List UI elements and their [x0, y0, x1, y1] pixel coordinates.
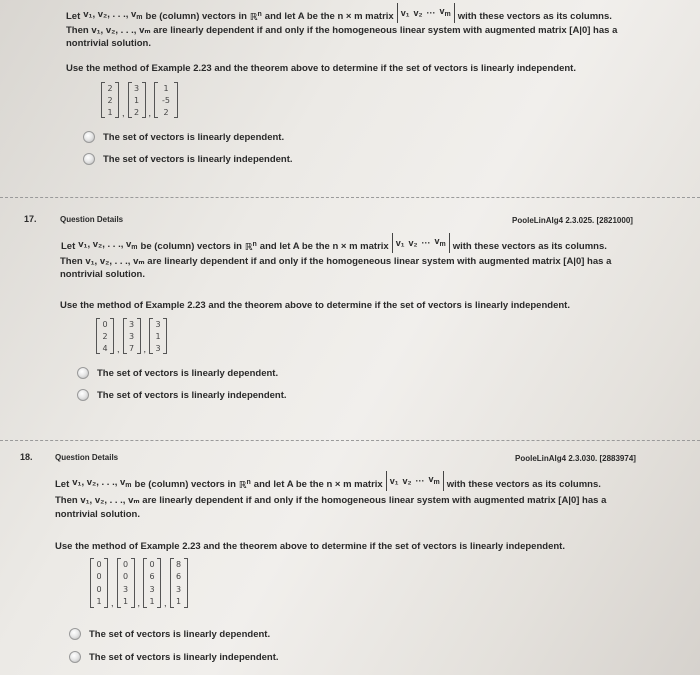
q17-v1-e2: 2 — [102, 331, 108, 341]
q16-v3-e2: -5 — [162, 95, 171, 105]
q18-vector-2 — [117, 558, 135, 608]
q16-line3: nontrivial solution. — [66, 38, 151, 49]
q18-v1-e4: 1 — [96, 597, 102, 607]
q16-aug-m: m — [444, 11, 451, 18]
q16-n: n — [257, 10, 262, 18]
q16-vector-1 — [101, 82, 119, 118]
q18-source: PooleLinAlg4 2.3.030. [2883974] — [515, 454, 636, 463]
q18-n: n — [246, 478, 251, 486]
q18-vector-4 — [170, 558, 188, 608]
q16-v1-e1: 2 — [107, 83, 113, 93]
q17-option-independent-label: The set of vectors is linearly independent. — [97, 389, 287, 401]
q16-v1-e3: 1 — [107, 107, 113, 117]
q16-R: ℝ — [249, 12, 258, 24]
q18-v4-e3: 3 — [176, 584, 182, 594]
q17-radio-independent[interactable] — [77, 389, 89, 401]
q17-n: n — [252, 240, 257, 248]
q17-v1-e3: 4 — [102, 343, 108, 353]
q16-radio-dependent[interactable] — [83, 131, 95, 143]
q18-intro-line1 — [55, 474, 601, 494]
q18-option-dependent[interactable] — [69, 628, 270, 640]
q18-option-dependent-label: The set of vectors is linearly dependent. — [89, 628, 271, 640]
q16-aug-v1: v₁ — [400, 7, 410, 18]
q18-m: m — [125, 482, 132, 489]
q16-aug-dots: ··· — [426, 7, 436, 18]
q17-aug-matrix — [392, 233, 450, 253]
q16-line2: Then v₁, v₂, . . ., vₘ are linearly dependent if and only if the homogeneous linear system with augmented matrix [A|0] has a — [66, 25, 618, 36]
q18-aug-dots: ··· — [415, 475, 425, 486]
q18-v2-e3: 3 — [122, 584, 129, 594]
q17-tail: and let A be the n × m matrix — [259, 240, 389, 252]
q17-aug-m: m — [439, 241, 446, 248]
q17-v3-e3: 3 — [155, 343, 161, 353]
q16-tail: and let A be the n × m matrix — [264, 10, 394, 22]
q17-line3: nontrivial solution. — [60, 269, 145, 280]
q16-option-dependent[interactable] — [83, 131, 284, 143]
q17-v2-e1: 3 — [128, 319, 135, 329]
q16-vecs: v₁, v₂, . . ., v — [83, 9, 137, 20]
q18-aug-vm: v — [428, 474, 434, 484]
q18-v1-e3: 0 — [96, 584, 102, 594]
q18-aug-matrix — [386, 471, 444, 491]
q16-aug-vm: v — [439, 6, 445, 16]
q18-v3-e2: 6 — [149, 572, 155, 582]
q16-aug-matrix — [397, 3, 455, 23]
q18-v4-e2: 6 — [176, 572, 182, 582]
q17-vector-1 — [96, 318, 114, 354]
q16-v3-e1: 1 — [163, 83, 169, 93]
q18-aug-v2: v₂ — [402, 475, 412, 486]
q17-v3-e1: 3 — [155, 319, 161, 329]
q18-v3-e4: 1 — [149, 597, 155, 607]
q16-v3-e3: 2 — [163, 107, 169, 117]
q17-v2-e3: 7 — [128, 343, 135, 353]
q18-v4-e4: 1 — [176, 597, 182, 607]
q17-line2: Then v₁, v₂, . . ., vₘ are linearly dependent if and only if the homogeneous linear system with augmented matrix [A|0] has a — [60, 256, 612, 267]
q16-option-dependent-label: The set of vectors is linearly dependent. — [103, 131, 285, 143]
q17-after: with these vectors as its columns. — [452, 240, 607, 252]
q17-details-link[interactable]: Question Details — [60, 215, 124, 224]
q18-aug-m: m — [433, 479, 440, 486]
q17-option-dependent[interactable] — [77, 367, 278, 379]
q16-radio-independent[interactable] — [83, 153, 95, 165]
q17-mid: be (column) vectors in — [140, 240, 242, 252]
q16-vector-3 — [154, 82, 178, 118]
q18-mid: be (column) vectors in — [134, 478, 236, 490]
q16-vector-2 — [128, 82, 146, 118]
q18-line2: Then v₁, v₂, . . ., vₘ are linearly dependent if and only if the homogeneous linear system with augmented matrix [A|0] has a — [55, 495, 607, 506]
q18-line3: nontrivial solution. — [55, 509, 140, 520]
q17-vector-3 — [149, 318, 167, 354]
q16-aug-v2: v₂ — [413, 7, 423, 18]
q17-source: PooleLinAlg4 2.3.025. [2821000] — [512, 216, 633, 225]
q17-v3-e2: 1 — [155, 331, 161, 341]
q18-aug-v1: v₁ — [389, 475, 399, 486]
q18-after: with these vectors as its columns. — [446, 478, 601, 490]
q17-radio-dependent[interactable] — [77, 367, 89, 379]
q18-v3-e1: 0 — [149, 559, 155, 569]
q17-aug-v1: v₁ — [395, 237, 405, 248]
q18-v1-e1: 0 — [96, 559, 102, 569]
q18-v4-e1: 8 — [176, 559, 182, 569]
q16-let: Let — [66, 10, 81, 22]
q17-vector-set: 0 2 4 , 3 3 7 , 3 1 3 — [96, 318, 167, 354]
q17-let: Let — [61, 240, 76, 252]
q17-vecs: v₁, v₂, . . ., v — [78, 239, 132, 250]
q16-after: with these vectors as its columns. — [457, 10, 612, 22]
q18-radio-dependent[interactable] — [69, 628, 81, 640]
q17-v2-e2: 3 — [128, 331, 135, 341]
q16-instruction: Use the method of Example 2.23 and the theorem above to determine if the set of vectors is linearly independent. — [66, 63, 576, 74]
q16-option-independent-label: The set of vectors is linearly independent. — [103, 153, 293, 165]
q17-instruction: Use the method of Example 2.23 and the theorem above to determine if the set of vectors is linearly independent. — [60, 300, 570, 311]
q16-v1-e2: 2 — [107, 95, 113, 105]
q16-v2-e2: 1 — [133, 95, 140, 105]
q18-v2-e1: 0 — [122, 559, 129, 569]
q18-v3-e3: 3 — [149, 584, 155, 594]
q18-v1-e2: 0 — [96, 572, 102, 582]
q17-number: 17. — [24, 214, 37, 224]
q16-vector-set: 2 2 1 , 3 1 2 , 1 -5 2 — [101, 82, 178, 118]
q16-mid: be (column) vectors in — [145, 10, 247, 22]
q18-vecs: v₁, v₂, . . ., v — [72, 477, 126, 488]
q18-option-independent-label: The set of vectors is linearly independent. — [89, 651, 279, 663]
q17-option-dependent-label: The set of vectors is linearly dependent. — [97, 367, 279, 379]
q18-let: Let — [55, 478, 70, 490]
q16-v2-e1: 3 — [133, 83, 140, 93]
q18-v2-e4: 1 — [122, 597, 129, 607]
q17-intro-line1 — [61, 236, 607, 256]
q17-aug-dots: ··· — [421, 237, 431, 248]
q18-option-independent[interactable] — [69, 651, 279, 663]
q17-aug-v2: v₂ — [408, 237, 418, 248]
q18-instruction: Use the method of Example 2.23 and the theorem above to determine if the set of vectors is linearly independent. — [55, 541, 565, 552]
q18-vector-3 — [143, 558, 161, 608]
q16-v2-e3: 2 — [133, 107, 140, 117]
q18-vector-set: 0 0 0 1 , 0 0 3 1 , 0 6 3 1 , 8 6 3 1 — [90, 558, 188, 608]
divider-2 — [0, 440, 700, 441]
q17-v1-e1: 0 — [102, 319, 108, 329]
q18-radio-independent[interactable] — [69, 651, 81, 663]
q18-tail: and let A be the n × m matrix — [253, 478, 383, 490]
divider-1 — [0, 197, 700, 198]
q18-number: 18. — [20, 452, 33, 462]
q17-m: m — [131, 244, 138, 251]
q17-option-independent[interactable] — [77, 389, 287, 401]
q17-aug-vm: v — [434, 236, 440, 246]
q18-details-link[interactable]: Question Details — [55, 453, 119, 462]
q16-intro-line1 — [66, 6, 612, 26]
q18-vector-1 — [90, 558, 108, 608]
q17-R: ℝ — [244, 242, 253, 254]
q17-vector-2 — [123, 318, 141, 354]
q16-m: m — [136, 14, 143, 21]
q18-v2-e2: 0 — [122, 572, 129, 582]
q18-R: ℝ — [238, 480, 247, 492]
q16-option-independent[interactable] — [83, 153, 293, 165]
